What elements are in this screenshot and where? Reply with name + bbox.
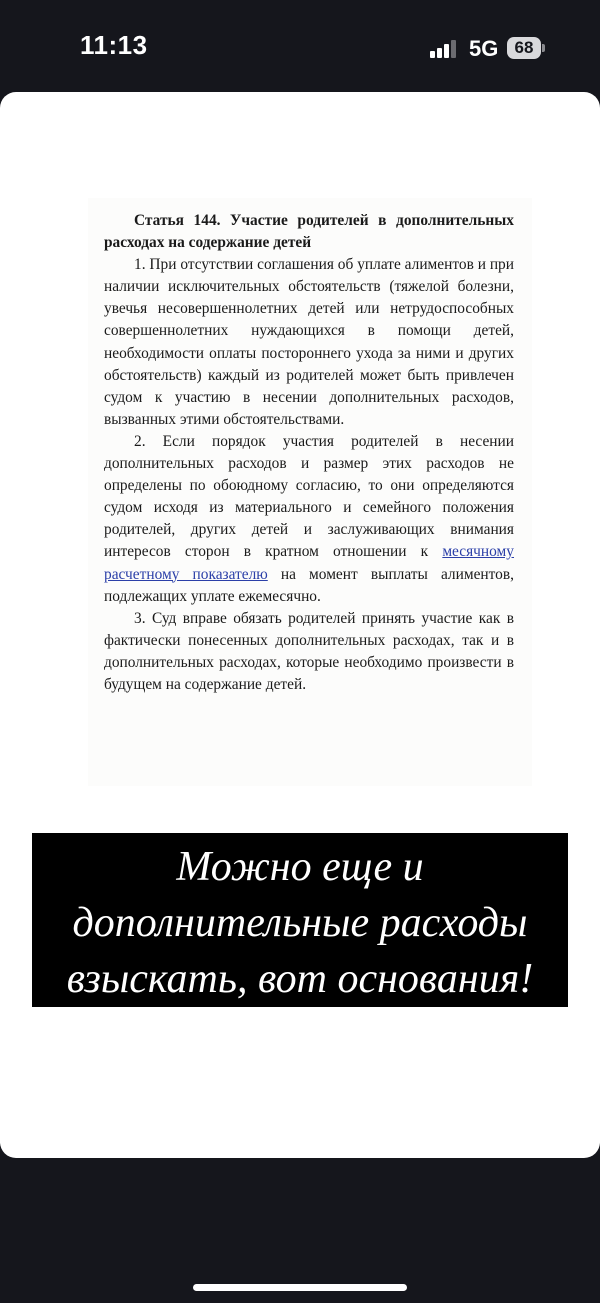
caption-text [32,839,568,1007]
story-card[interactable] [0,92,600,1158]
caption-line-1: Можно еще и [176,844,424,890]
battery-tip [542,44,545,52]
mrp-link[interactable]: месячному расчетному показателю [104,543,514,583]
clock: 11:13 [80,30,148,60]
home-indicator[interactable] [193,1284,407,1291]
article-title: Статья 144. Участие родителей в дополнительных расходах на содержание детей [104,212,514,252]
status-bar [0,0,600,92]
caption-line-2: дополнительные расходы [72,900,528,946]
paragraph-3: 3. Суд вправе обязать родителей принять участие как в фактически понесенных дополнительных расходах, так и в дополнительных расходах, которые необходимо произвести в будущем на содержание детей. [104,609,514,693]
caption-line-3: взыскать, вот основания! [66,956,534,1002]
document-body [104,210,514,696]
document-screenshot [88,198,532,786]
caption-banner [32,833,568,1007]
cellular-signal-icon [430,38,460,58]
battery-icon [507,37,541,59]
paragraph-1: 1. При отсутствии соглашения об уплате алиментов и при наличии исключительных обстоятельств (тяжелой болезни, увечья несовершеннолетних детей или нетрудоспособных совершеннолетних нуждающихся в помощи детей, необходимости оплаты постороннего ухода за ними и других обстоятельств) каждый из родителей может быть привлечен судом к участию в несении дополнительных расходов, вызванных этими обстоятельствами. [104,256,514,428]
battery-level: 68 [514,38,534,57]
paragraph-2-text-start: 2. Если порядок участия родителей в несении дополнительных расходов и размер этих расходов не определены по обоюдному согласию, то они определяются судом исходя из материального и семейного положения родителей, других детей и заслуживающих внимания интересов сторон в кратном отношении к [104,432,514,561]
paragraph-2-text-end: на момент выплаты алиментов, подлежащих уплате ежемесячно. [104,565,514,605]
network-type: 5G [469,36,499,61]
paragraph-2 [104,431,514,608]
